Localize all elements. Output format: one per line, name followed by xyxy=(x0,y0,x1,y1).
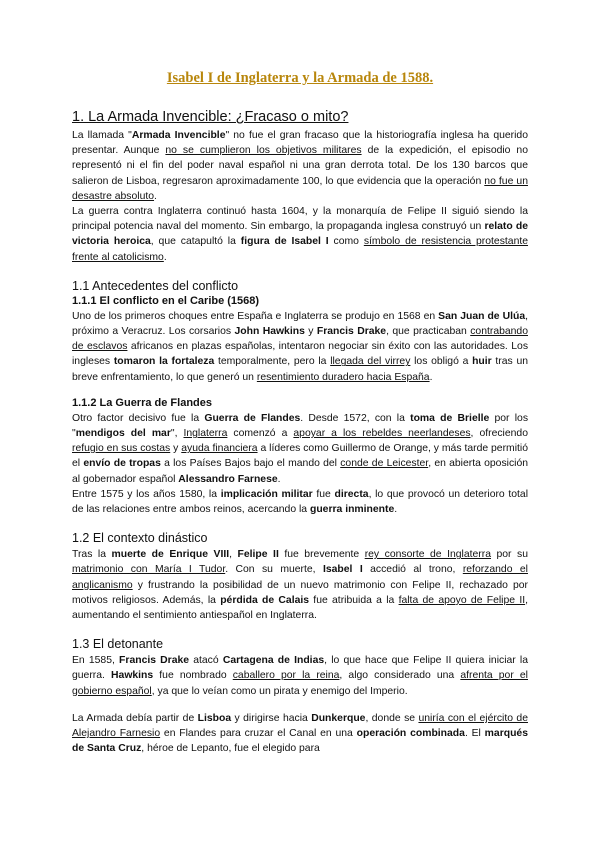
text-run: . Con su muerte, xyxy=(225,564,323,576)
text-run: . Desde 1572, con la xyxy=(300,412,411,424)
text-run: africanos en plazas españolas, intentaron negociar sin éxito con las autoridades. Los ingleses xyxy=(72,341,529,368)
underlined-text: contrabando de esclavos xyxy=(72,326,528,353)
section-1-1-1-heading: 1.1.1 El conflicto en el Caribe (1568) xyxy=(72,294,260,307)
bold-text: Felipe II xyxy=(237,549,279,561)
underlined-text: no fue un desastre absoluto xyxy=(72,175,528,202)
text-run: , ofreciendo xyxy=(470,428,528,440)
text-run: , xyxy=(229,549,238,561)
underlined-text: símbolo de resistencia protestante frente al catolicismo xyxy=(72,236,529,263)
text-run: y frustrando la posibilidad de un nuevo matrimonio con Felipe II, rechazado por motivos religiosos. Además, la xyxy=(72,579,528,606)
underlined-text: conde de Leicester xyxy=(340,458,429,470)
bold-text: muerte de Enrique VIII xyxy=(111,549,230,561)
text-run: ", xyxy=(170,428,184,440)
text-run: por su xyxy=(490,549,528,561)
bold-text: Armada Invencible xyxy=(131,130,226,141)
text-run: y xyxy=(170,443,182,455)
text-run: , ya que lo veían como un pirata y enemigo del Imperio. xyxy=(151,685,408,697)
underlined-text: falta de apoyo de Felipe II xyxy=(398,594,526,606)
bold-text: huir xyxy=(472,356,492,368)
bold-text: Hawkins xyxy=(111,670,154,682)
bold-text: San Juan de Ulúa xyxy=(438,310,526,322)
text-run: comenzó a xyxy=(227,428,294,440)
text-run: como xyxy=(328,236,364,248)
section-1-3-heading: 1.3 El detonante xyxy=(72,637,164,652)
section-1-paragraph-2 xyxy=(72,204,528,265)
text-run: fue atribuida a la xyxy=(309,594,399,606)
text-run: , aumentando el sentimiento antiespañol en Inglaterra. xyxy=(72,594,528,622)
text-run: Uno de los primeros choques entre España e Inglaterra se produjo en 1568 en xyxy=(72,310,439,322)
document-title: Isabel I de Inglaterra y la Armada de 1588. xyxy=(166,70,434,86)
bold-text: toma de Brielle xyxy=(410,412,490,424)
text-run: fue brevemente xyxy=(278,549,365,561)
text-run: , que practicaban xyxy=(386,326,471,338)
bold-text: pérdida de Calais xyxy=(220,594,310,606)
bold-text: Isabel I xyxy=(322,564,363,576)
underlined-text: afrenta por el gobierno español xyxy=(72,670,528,697)
bold-text: implicación militar xyxy=(220,488,313,500)
text-run: La llamada " xyxy=(72,130,132,141)
text-run: . xyxy=(277,473,281,485)
text-run: , que catapultó la xyxy=(150,236,241,248)
underlined-text: llegada del virrey xyxy=(330,356,411,368)
bold-text: operación combinada xyxy=(356,728,465,740)
text-run: . xyxy=(429,371,433,383)
text-run: atacó xyxy=(189,655,223,667)
text-run: En 1585, xyxy=(72,655,120,667)
section-1-1-2-heading: 1.1.2 La Guerra de Flandes xyxy=(72,396,213,409)
section-1-heading: 1. La Armada Invencible: ¿Fracaso o mito? xyxy=(72,109,349,125)
bold-text: Francis Drake xyxy=(119,655,190,667)
underlined-text: Inglaterra xyxy=(183,428,228,440)
section-1-1-heading: 1.1 Antecedentes del conflicto xyxy=(72,278,239,293)
text-run: . xyxy=(163,251,167,263)
text-run: temporalmente, pero la xyxy=(214,356,331,368)
text-run: los obligó a xyxy=(410,356,473,368)
text-run: por los " xyxy=(72,412,529,440)
bold-text: Lisboa xyxy=(197,712,232,724)
text-run: fue nombrado xyxy=(153,670,233,682)
text-run: , en abierta oposición al gobernador español xyxy=(72,458,529,485)
text-run: . xyxy=(394,504,398,516)
text-run: . El xyxy=(464,728,485,740)
text-run: Tras la xyxy=(72,549,112,561)
section-1-1-2-paragraph-1 xyxy=(72,411,528,487)
bold-text: figura de Isabel I xyxy=(240,236,329,248)
underlined-text: caballero por la reina xyxy=(232,670,340,682)
section-1-2-heading: 1.2 El contexto dinástico xyxy=(72,531,208,546)
section-1-3-paragraph-1 xyxy=(72,653,528,699)
text-run: fue xyxy=(312,488,335,500)
text-run: , lo que provocó un deterioro total de las relaciones entre ambos reinos, acercando la xyxy=(72,488,529,516)
underlined-text: ayuda financiera xyxy=(181,443,258,455)
text-run: a líderes como Guillermo de Orange, y más tarde permitió el xyxy=(72,443,528,470)
text-run: Entre 1575 y los años 1580, la xyxy=(72,488,221,500)
text-run: , lo que hace que Felipe II quiera iniciar la guerra. xyxy=(72,655,528,682)
text-run: en Flandes para cruzar el Canal en una xyxy=(160,728,357,740)
underlined-text: reforzando el anglicanismo xyxy=(72,564,528,591)
underlined-text: rey consorte de Inglaterra xyxy=(364,549,491,561)
text-run: Otro factor decisivo fue la xyxy=(72,412,205,424)
bold-text: marqués de Santa Cruz xyxy=(72,728,528,755)
section-1-1-1-paragraph xyxy=(72,309,528,385)
bold-text: envío de tropas xyxy=(83,458,161,470)
underlined-text: refugio en sus costas xyxy=(72,443,171,455)
text-run: tras un breve enfrentamiento, lo que generó un xyxy=(72,356,529,383)
bold-text: mendigos del mar xyxy=(75,428,171,440)
text-run: , próximo a Veracruz. Los corsarios xyxy=(72,310,528,338)
underlined-text: resentimiento duradero hacia España xyxy=(256,371,430,383)
section-1-3-paragraph-2 xyxy=(72,711,528,757)
section-1-2-paragraph xyxy=(72,547,528,623)
text-run: accedió al trono, xyxy=(362,564,463,576)
text-run: , héroe de Lepanto, fue el elegido para xyxy=(141,743,320,755)
text-run: , donde se xyxy=(365,712,419,724)
bold-text: tomaron la fortaleza xyxy=(113,356,215,368)
text-run: y dirigirse hacia xyxy=(231,712,312,724)
text-run: y xyxy=(304,326,317,338)
text-run: La Armada debía partir de xyxy=(72,712,198,724)
underlined-text: uniría con el ejército de Alejandro Farnesio xyxy=(72,712,528,740)
bold-text: Alessandro Farnese xyxy=(178,473,278,485)
text-run: La guerra contra Inglaterra continuó hasta 1604, y la monarquía de Felipe II siguió siendo la principal potencia naval del momento. Sin embargo, la propaganda inglesa construyó un xyxy=(72,206,528,233)
section-1-1-2-paragraph-2 xyxy=(72,487,528,517)
text-run: a los Países Bajos bajo el mando del xyxy=(160,458,341,470)
text-run: de la expedición, el episodio no representó ni el fin del poder naval español ni una gran derrota total. De los 130 barcos que salieron de Lisboa, regresaron aproximadamente 100, lo que evidencia que la operación xyxy=(72,145,528,187)
bold-text: Guerra de Flandes xyxy=(204,412,301,424)
bold-text: guerra inminente xyxy=(309,504,395,516)
bold-text: Dunkerque xyxy=(311,712,366,724)
bold-text: relato de victoria heroica xyxy=(72,221,528,248)
bold-text: Francis Drake xyxy=(316,326,387,338)
underlined-text: apoyar a los rebeldes neerlandeses xyxy=(293,428,471,440)
bold-text: Cartagena de Indias xyxy=(222,655,325,667)
text-run: " no fue el gran fracaso que la historiografía inglesa ha querido presentar. Aunque xyxy=(72,130,528,157)
underlined-text: no se cumplieron los objetivos militares xyxy=(165,145,362,157)
section-1-paragraph-1 xyxy=(72,128,528,204)
text-run: . xyxy=(154,190,157,202)
text-run: , algo considerado una xyxy=(339,670,461,682)
bold-text: John Hawkins xyxy=(234,326,305,338)
underlined-text: matrimonio con María I Tudor xyxy=(72,564,226,576)
bold-text: directa xyxy=(334,488,369,500)
